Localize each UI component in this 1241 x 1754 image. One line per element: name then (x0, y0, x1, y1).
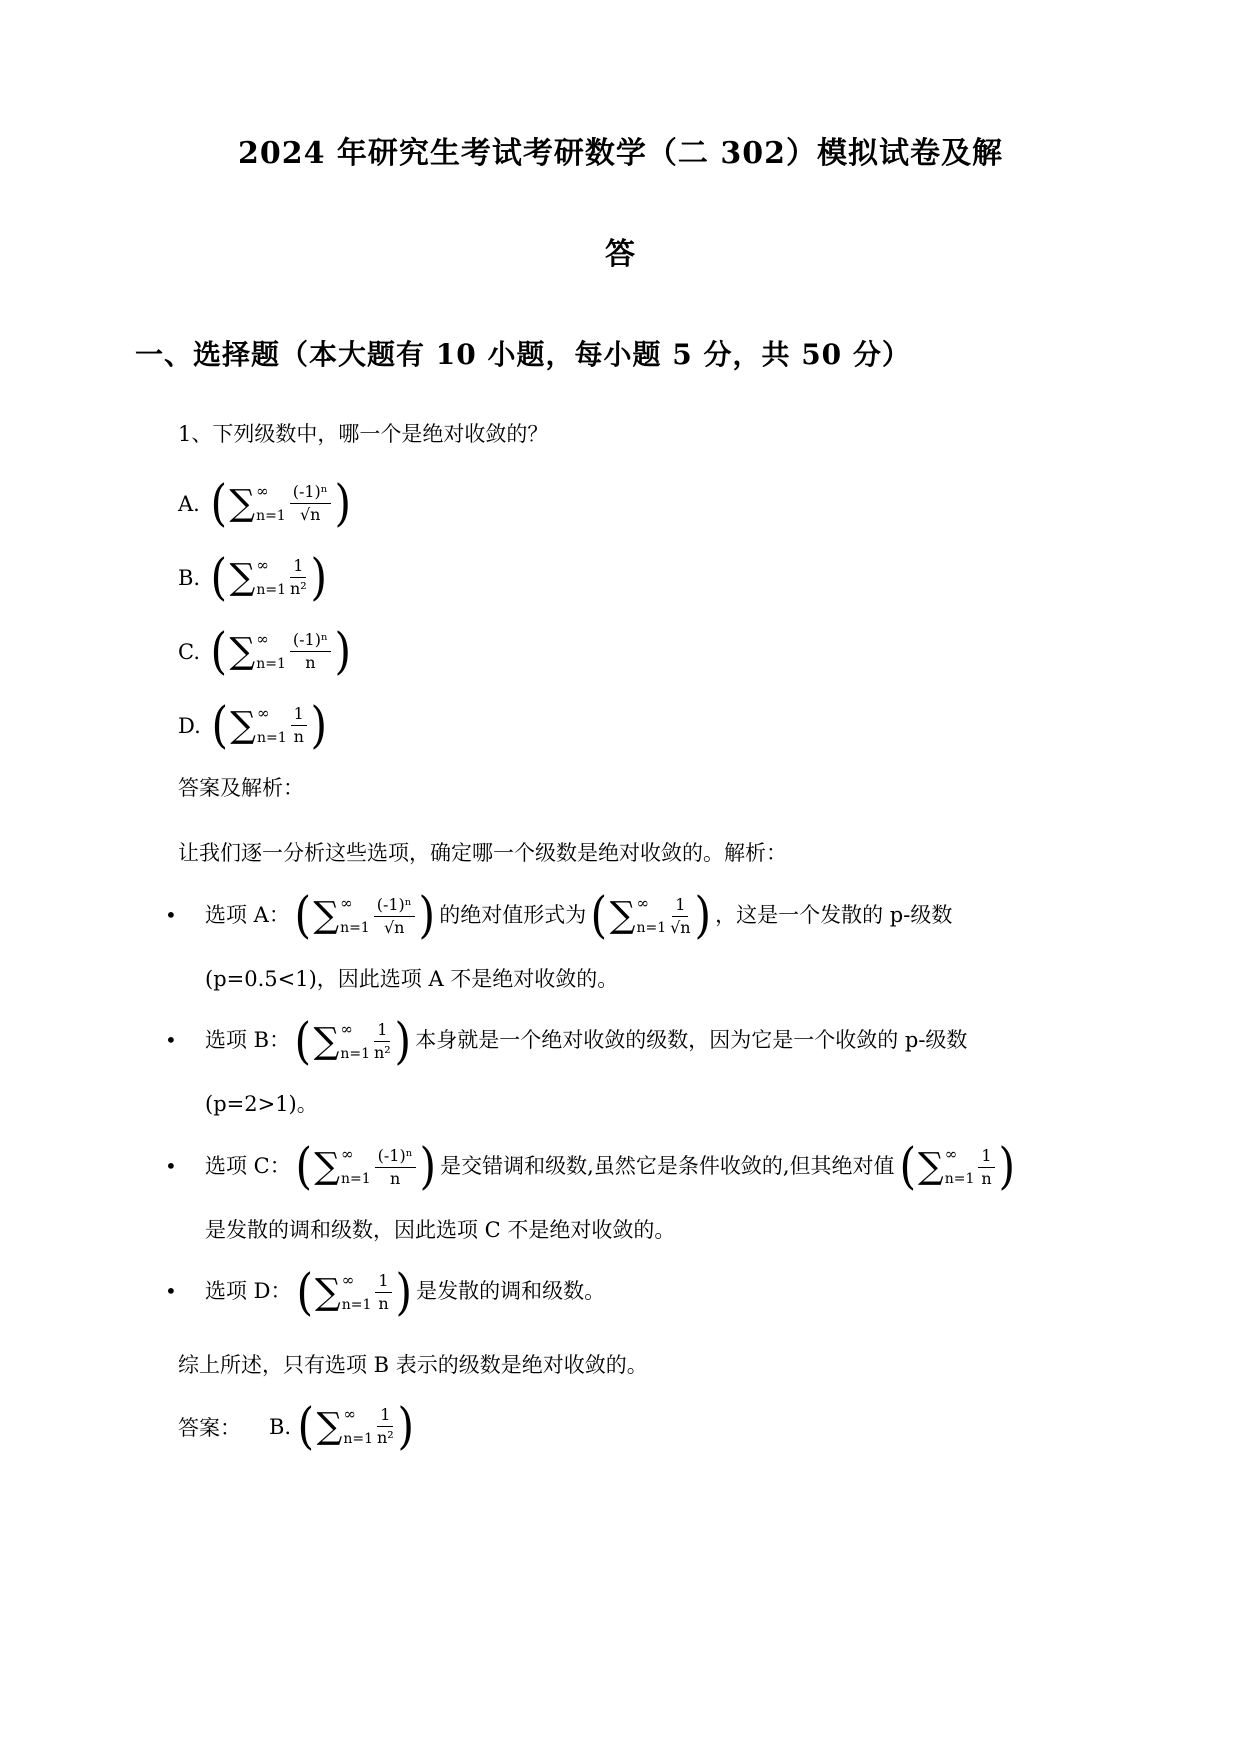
bullet-b-body (205, 1011, 1106, 1121)
bullet-d-tail: 是发散的调和级数。 (416, 1279, 606, 1303)
series-formula (898, 1137, 1017, 1196)
bullet-c-lead: 选项 C： (205, 1153, 291, 1178)
sigma-upper-limit: ∞ (636, 894, 649, 912)
sigma-lower-limit: n=1 (944, 1171, 975, 1187)
sigma-lower-limit: n=1 (636, 920, 667, 936)
fraction-numerator: 1 (290, 556, 306, 578)
bullet-d-lead: 选项 D： (205, 1279, 292, 1303)
fraction-numerator: 1 (377, 1405, 393, 1427)
fraction-denominator: n (378, 1294, 389, 1313)
right-paren-icon: ) (395, 1262, 412, 1321)
fraction (291, 704, 307, 747)
sigma-limits (945, 1144, 975, 1190)
sigma-upper-limit: ∞ (341, 1270, 355, 1289)
sigma-lower-limit: n=1 (343, 1430, 373, 1447)
conclusion: 综上所述，只有选项 B 表示的级数是绝对收敛的。 (178, 1353, 648, 1377)
option-d-label: D. (178, 713, 201, 738)
right-paren-icon: ) (397, 1396, 414, 1455)
bullet-icon: • (165, 1028, 177, 1052)
bullet-a-tail: ，这是一个发散的 p-级数 (715, 902, 953, 927)
sigma-limits (341, 1144, 371, 1190)
bullet-c-line1 (205, 1137, 1106, 1195)
bullet-b-tail: 本身就是一个绝对收敛的级数，因为它是一个收敛的 p-级数 (415, 1028, 968, 1052)
right-paren-icon: ) (334, 621, 351, 680)
fraction-numerator: (-1)ⁿ (290, 630, 331, 652)
right-paren-icon: ) (419, 1137, 436, 1196)
bullet-a-lead: 选项 A： (205, 902, 290, 927)
sigma-upper-limit: ∞ (944, 1145, 958, 1163)
document-title-line1: 2024 年研究生考试考研数学（二 302）模拟试卷及解 (237, 136, 1003, 171)
option-c-label: C. (178, 639, 200, 664)
option-b (178, 549, 1106, 607)
sigma-lower-limit: n=1 (256, 655, 286, 672)
bullet-icon: • (165, 902, 177, 927)
fraction-denominator: √n (299, 505, 321, 524)
option-a (178, 475, 1106, 533)
sigma-upper-limit: ∞ (256, 481, 269, 500)
fraction-numerator: (-1)ⁿ (290, 482, 331, 504)
sigma-limits (256, 555, 286, 601)
sigma-lower-limit: n=1 (256, 729, 287, 746)
right-paren-icon: ) (310, 547, 327, 606)
sigma-icon: ∑ (609, 895, 636, 936)
analysis-bullet-c (135, 1137, 1106, 1247)
sigma-lower-limit: n=1 (340, 920, 370, 936)
left-paren-icon: ( (211, 695, 228, 754)
sigma-limits (340, 893, 370, 939)
sigma-upper-limit: ∞ (340, 894, 353, 912)
series-formula-c (209, 621, 352, 680)
sigma-lower-limit: n=1 (256, 581, 286, 598)
series-formula-d (210, 695, 329, 754)
fraction-numerator: 1 (672, 895, 688, 917)
analysis-bullet-a (135, 886, 1106, 996)
document-title-line2: 答 (605, 237, 636, 272)
section-heading: 一、选择题（本大题有 10 小题，每小题 5 分，共 50 分） (135, 338, 911, 371)
series-formula (294, 1137, 437, 1196)
bullet-icon: • (165, 1279, 177, 1303)
bullet-c-line2: 是发散的调和级数，因此选项 C 不是绝对收敛的。 (205, 1217, 676, 1242)
sigma-upper-limit: ∞ (340, 1145, 354, 1163)
fraction-denominator: n² (289, 579, 307, 598)
right-paren-icon: ) (310, 695, 327, 754)
analysis-bullet-b (135, 1011, 1106, 1121)
left-paren-icon: ( (295, 1262, 313, 1321)
bullet-c-body (205, 1137, 1106, 1247)
option-a-label: A. (178, 491, 200, 516)
series-formula (295, 1262, 414, 1321)
fraction-numerator: (-1)ⁿ (375, 1146, 416, 1168)
sigma-upper-limit: ∞ (256, 555, 269, 574)
fraction (290, 630, 331, 673)
options-list (135, 475, 1106, 755)
fraction (375, 1146, 416, 1189)
option-d (178, 697, 1106, 755)
fraction-denominator: √n (670, 917, 691, 937)
sigma-lower-limit: n=1 (340, 1171, 371, 1187)
sigma-upper-limit: ∞ (256, 703, 270, 722)
left-paren-icon: ( (210, 473, 227, 532)
question-number: 1、 (178, 422, 213, 446)
analysis-intro: 让我们逐一分析这些选项，确定哪一个级数是绝对收敛的。解析： (178, 841, 787, 865)
bullet-c-mid: 是交错调和级数,虽然它是条件收敛的,但其绝对值 (440, 1153, 895, 1178)
sigma-lower-limit: n=1 (341, 1296, 372, 1313)
answer-line (135, 1398, 1106, 1456)
fraction (290, 556, 307, 599)
left-paren-icon: ( (210, 621, 228, 680)
option-b-label: B. (178, 565, 201, 590)
bullet-d-line1 (205, 1262, 1106, 1320)
right-paren-icon: ) (334, 473, 351, 532)
fraction-denominator: n² (373, 1043, 391, 1062)
analysis-bullet-d (135, 1262, 1106, 1320)
fraction (978, 1146, 994, 1189)
bullet-a-line1 (205, 886, 1106, 944)
fraction (374, 895, 415, 938)
bullet-a-mid: 的绝对值形式为 (439, 902, 587, 927)
sigma-upper-limit: ∞ (343, 1404, 356, 1423)
left-paren-icon: ( (590, 886, 608, 945)
fraction (670, 895, 691, 938)
bullet-a-body (205, 886, 1106, 996)
question-1 (135, 419, 1106, 451)
fraction-denominator: √n (383, 917, 405, 937)
bullet-d-body (205, 1262, 1106, 1320)
fraction-numerator: 1 (978, 1146, 994, 1168)
bullet-b-line2: (p=2>1)。 (205, 1092, 318, 1116)
sigma-icon: ∑ (313, 895, 340, 936)
sigma-icon: ∑ (229, 556, 256, 598)
sigma-icon: ∑ (918, 1146, 944, 1187)
sigma-limits (257, 703, 287, 749)
fraction-denominator: n (389, 1168, 401, 1188)
bullet-icon: • (165, 1153, 177, 1178)
sigma-icon: ∑ (230, 704, 256, 746)
fraction (290, 482, 331, 525)
sigma-upper-limit: ∞ (256, 629, 269, 648)
series-formula (293, 1011, 412, 1070)
answer-series-formula (296, 1396, 415, 1455)
right-paren-icon: ) (694, 886, 711, 945)
question-text: 下列级数中，哪一个是绝对收敛的？ (212, 422, 549, 446)
right-paren-icon: ) (998, 1137, 1015, 1196)
right-paren-icon: ) (418, 886, 435, 945)
sigma-limits (342, 1270, 372, 1316)
answer-option-letter: B. (269, 1414, 292, 1439)
series-formula-a (209, 473, 352, 532)
fraction-numerator: 1 (374, 1020, 390, 1042)
option-c (178, 623, 1106, 681)
right-paren-icon: ) (394, 1011, 411, 1070)
sigma-limits (256, 481, 286, 527)
fraction (374, 1020, 391, 1063)
sigma-icon: ∑ (314, 1146, 340, 1187)
sigma-icon: ∑ (313, 1020, 340, 1062)
bullet-b-line1 (205, 1011, 1106, 1069)
sigma-icon: ∑ (315, 1271, 341, 1313)
left-paren-icon: ( (210, 547, 228, 606)
sigma-upper-limit: ∞ (340, 1019, 353, 1038)
answer-analysis-heading: 答案及解析： (178, 775, 304, 800)
series-formula (589, 886, 712, 945)
fraction-numerator: (-1)ⁿ (374, 895, 415, 917)
sigma-icon: ∑ (229, 630, 256, 672)
sigma-limits (340, 1019, 370, 1065)
bullet-b-lead: 选项 B： (205, 1028, 291, 1052)
left-paren-icon: ( (294, 886, 311, 945)
sigma-icon: ∑ (229, 482, 256, 524)
left-paren-icon: ( (294, 1011, 312, 1070)
left-paren-icon: ( (898, 1137, 916, 1196)
fraction-numerator: 1 (375, 1271, 391, 1293)
series-formula-b (209, 547, 328, 606)
sigma-limits (256, 629, 286, 675)
fraction-denominator: n (293, 727, 304, 746)
fraction-numerator: 1 (291, 704, 307, 726)
fraction (377, 1405, 394, 1448)
left-paren-icon: ( (295, 1137, 312, 1196)
bullet-a-line2: (p=0.5<1)，因此选项 A 不是绝对收敛的。 (205, 966, 619, 991)
left-paren-icon: ( (297, 1396, 315, 1455)
fraction (375, 1271, 391, 1314)
series-formula (293, 886, 436, 945)
sigma-limits (343, 1404, 373, 1450)
sigma-lower-limit: n=1 (340, 1045, 370, 1062)
sigma-limits (636, 893, 666, 939)
fraction-denominator: n (981, 1168, 992, 1188)
fraction-denominator: n² (376, 1428, 394, 1447)
sigma-lower-limit: n=1 (256, 507, 286, 524)
answer-label: 答案： (178, 1415, 241, 1440)
sigma-icon: ∑ (316, 1405, 343, 1447)
fraction-denominator: n (305, 653, 316, 672)
